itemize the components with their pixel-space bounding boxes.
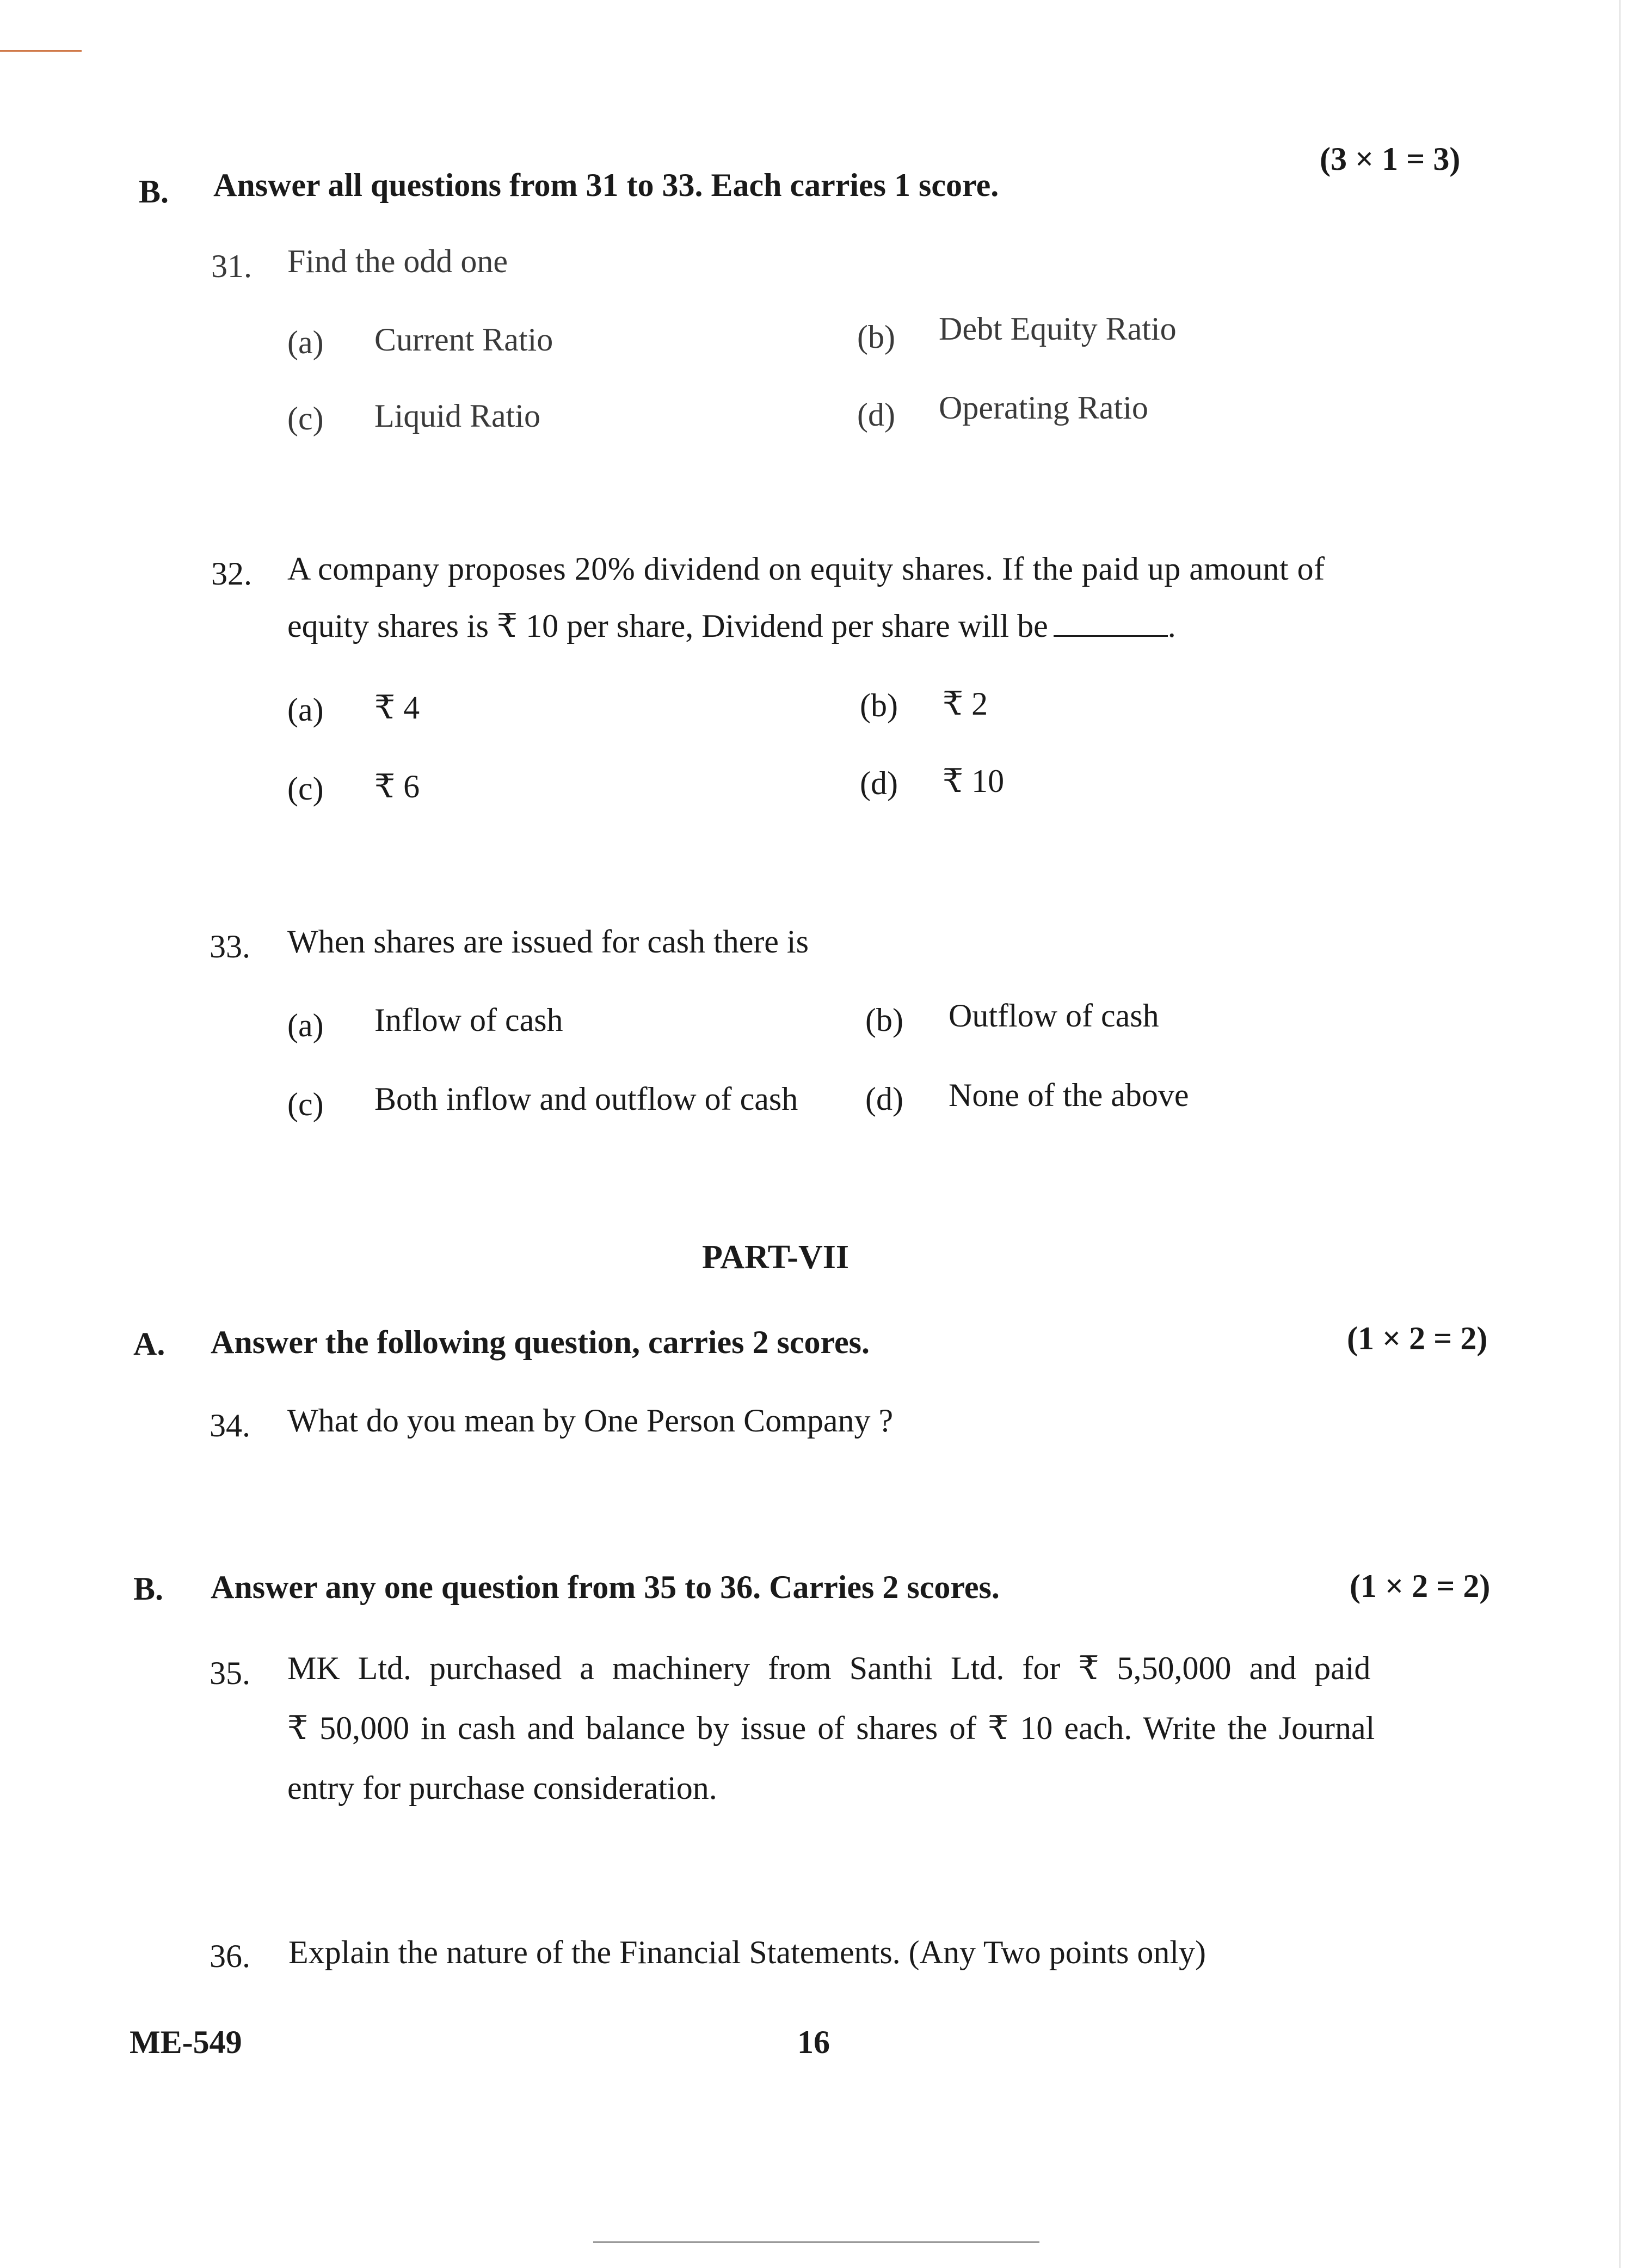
q33-option-d-letter: (d): [865, 1081, 903, 1117]
q31-option-a-letter: (a): [287, 324, 324, 360]
question-35-number: 35.: [210, 1655, 250, 1691]
section-b2-letter: B.: [133, 1571, 164, 1607]
section-b2-heading: Answer any one question from 35 to 36. Carries 2 scores.: [211, 1569, 1000, 1605]
q32-option-d-text: ₹ 10: [943, 763, 1005, 799]
q31-option-c-letter: (c): [287, 401, 324, 437]
question-33-number: 33.: [210, 929, 250, 964]
section-b2-marks: (1 × 2 = 2): [1350, 1568, 1491, 1604]
q32-option-c-letter: (c): [287, 771, 324, 807]
q33-option-b-text: Outflow of cash: [949, 998, 1159, 1034]
question-32-number: 32.: [211, 556, 252, 592]
question-36-number: 36.: [210, 1938, 250, 1974]
q31-option-a-text: Current Ratio: [374, 322, 553, 358]
question-34-text: What do you mean by One Person Company ?: [287, 1403, 894, 1439]
q33-option-a-text: Inflow of cash: [374, 1002, 563, 1038]
question-33-text: When shares are issued for cash there is: [287, 924, 809, 960]
bottom-rule: [593, 2241, 1039, 2243]
answer-blank: [1054, 609, 1168, 637]
question-31-number: 31.: [211, 248, 252, 284]
q31-option-c-text: Liquid Ratio: [374, 398, 540, 434]
question-32-line-1: A company proposes 20% dividend on equity shares. If the paid up amount of: [287, 551, 1325, 587]
question-34-number: 34.: [210, 1407, 250, 1443]
scan-edge-mark: [0, 50, 82, 52]
q31-option-d-letter: (d): [857, 397, 895, 433]
q32-option-a-text: ₹ 4: [374, 690, 420, 726]
q33-option-a-letter: (a): [287, 1007, 324, 1043]
q31-option-b-letter: (b): [857, 319, 895, 355]
q33-option-c-letter: (c): [287, 1086, 324, 1122]
question-36-text: Explain the nature of the Financial Statements. (Any Two points only): [288, 1934, 1207, 1970]
question-32-line-2: [287, 596, 1176, 656]
q31-option-d-text: Operating Ratio: [939, 390, 1148, 426]
part-title: PART-VII: [702, 1239, 849, 1276]
section-b-heading: Answer all questions from 31 to 33. Each carries 1 score.: [213, 167, 999, 203]
q31-option-b-text: Debt Equity Ratio: [939, 311, 1177, 347]
section-a-letter: A.: [133, 1326, 165, 1362]
question-35-line-2: ₹ 50,000 in cash and balance by issue of shares of ₹ 10 each. Write the Journal: [287, 1710, 1375, 1746]
question-35-line-1: MK Ltd. purchased a machinery from Santhi Ltd. for ₹ 5,50,000 and paid: [287, 1650, 1371, 1686]
section-a-marks: (1 × 2 = 2): [1347, 1320, 1488, 1356]
q32-option-c-text: ₹ 6: [374, 769, 420, 804]
question-32-line-2-end: .: [1167, 608, 1176, 644]
q33-option-c-text: Both inflow and outflow of cash: [374, 1081, 798, 1117]
q32-option-b-text: ₹ 2: [943, 686, 988, 722]
paper-code: ME-549: [130, 2024, 242, 2060]
section-a-heading: Answer the following question, carries 2 scores.: [211, 1324, 870, 1360]
question-35-line-3: entry for purchase consideration.: [287, 1770, 717, 1806]
question-31-text: Find the odd one: [287, 243, 508, 279]
section-b-letter: B.: [139, 174, 169, 210]
q33-option-d-text: None of the above: [949, 1077, 1189, 1113]
q32-option-d-letter: (d): [860, 765, 898, 801]
scan-edge-shadow: [1619, 0, 1621, 2268]
question-32-line-2-text: equity shares is ₹ 10 per share, Dividend per share will be: [287, 608, 1048, 644]
q33-option-b-letter: (b): [865, 1002, 903, 1038]
page-number: 16: [797, 2024, 830, 2060]
section-b-marks: (3 × 1 = 3): [1320, 141, 1461, 177]
q32-option-b-letter: (b): [860, 687, 898, 723]
q32-option-a-letter: (a): [287, 692, 324, 728]
